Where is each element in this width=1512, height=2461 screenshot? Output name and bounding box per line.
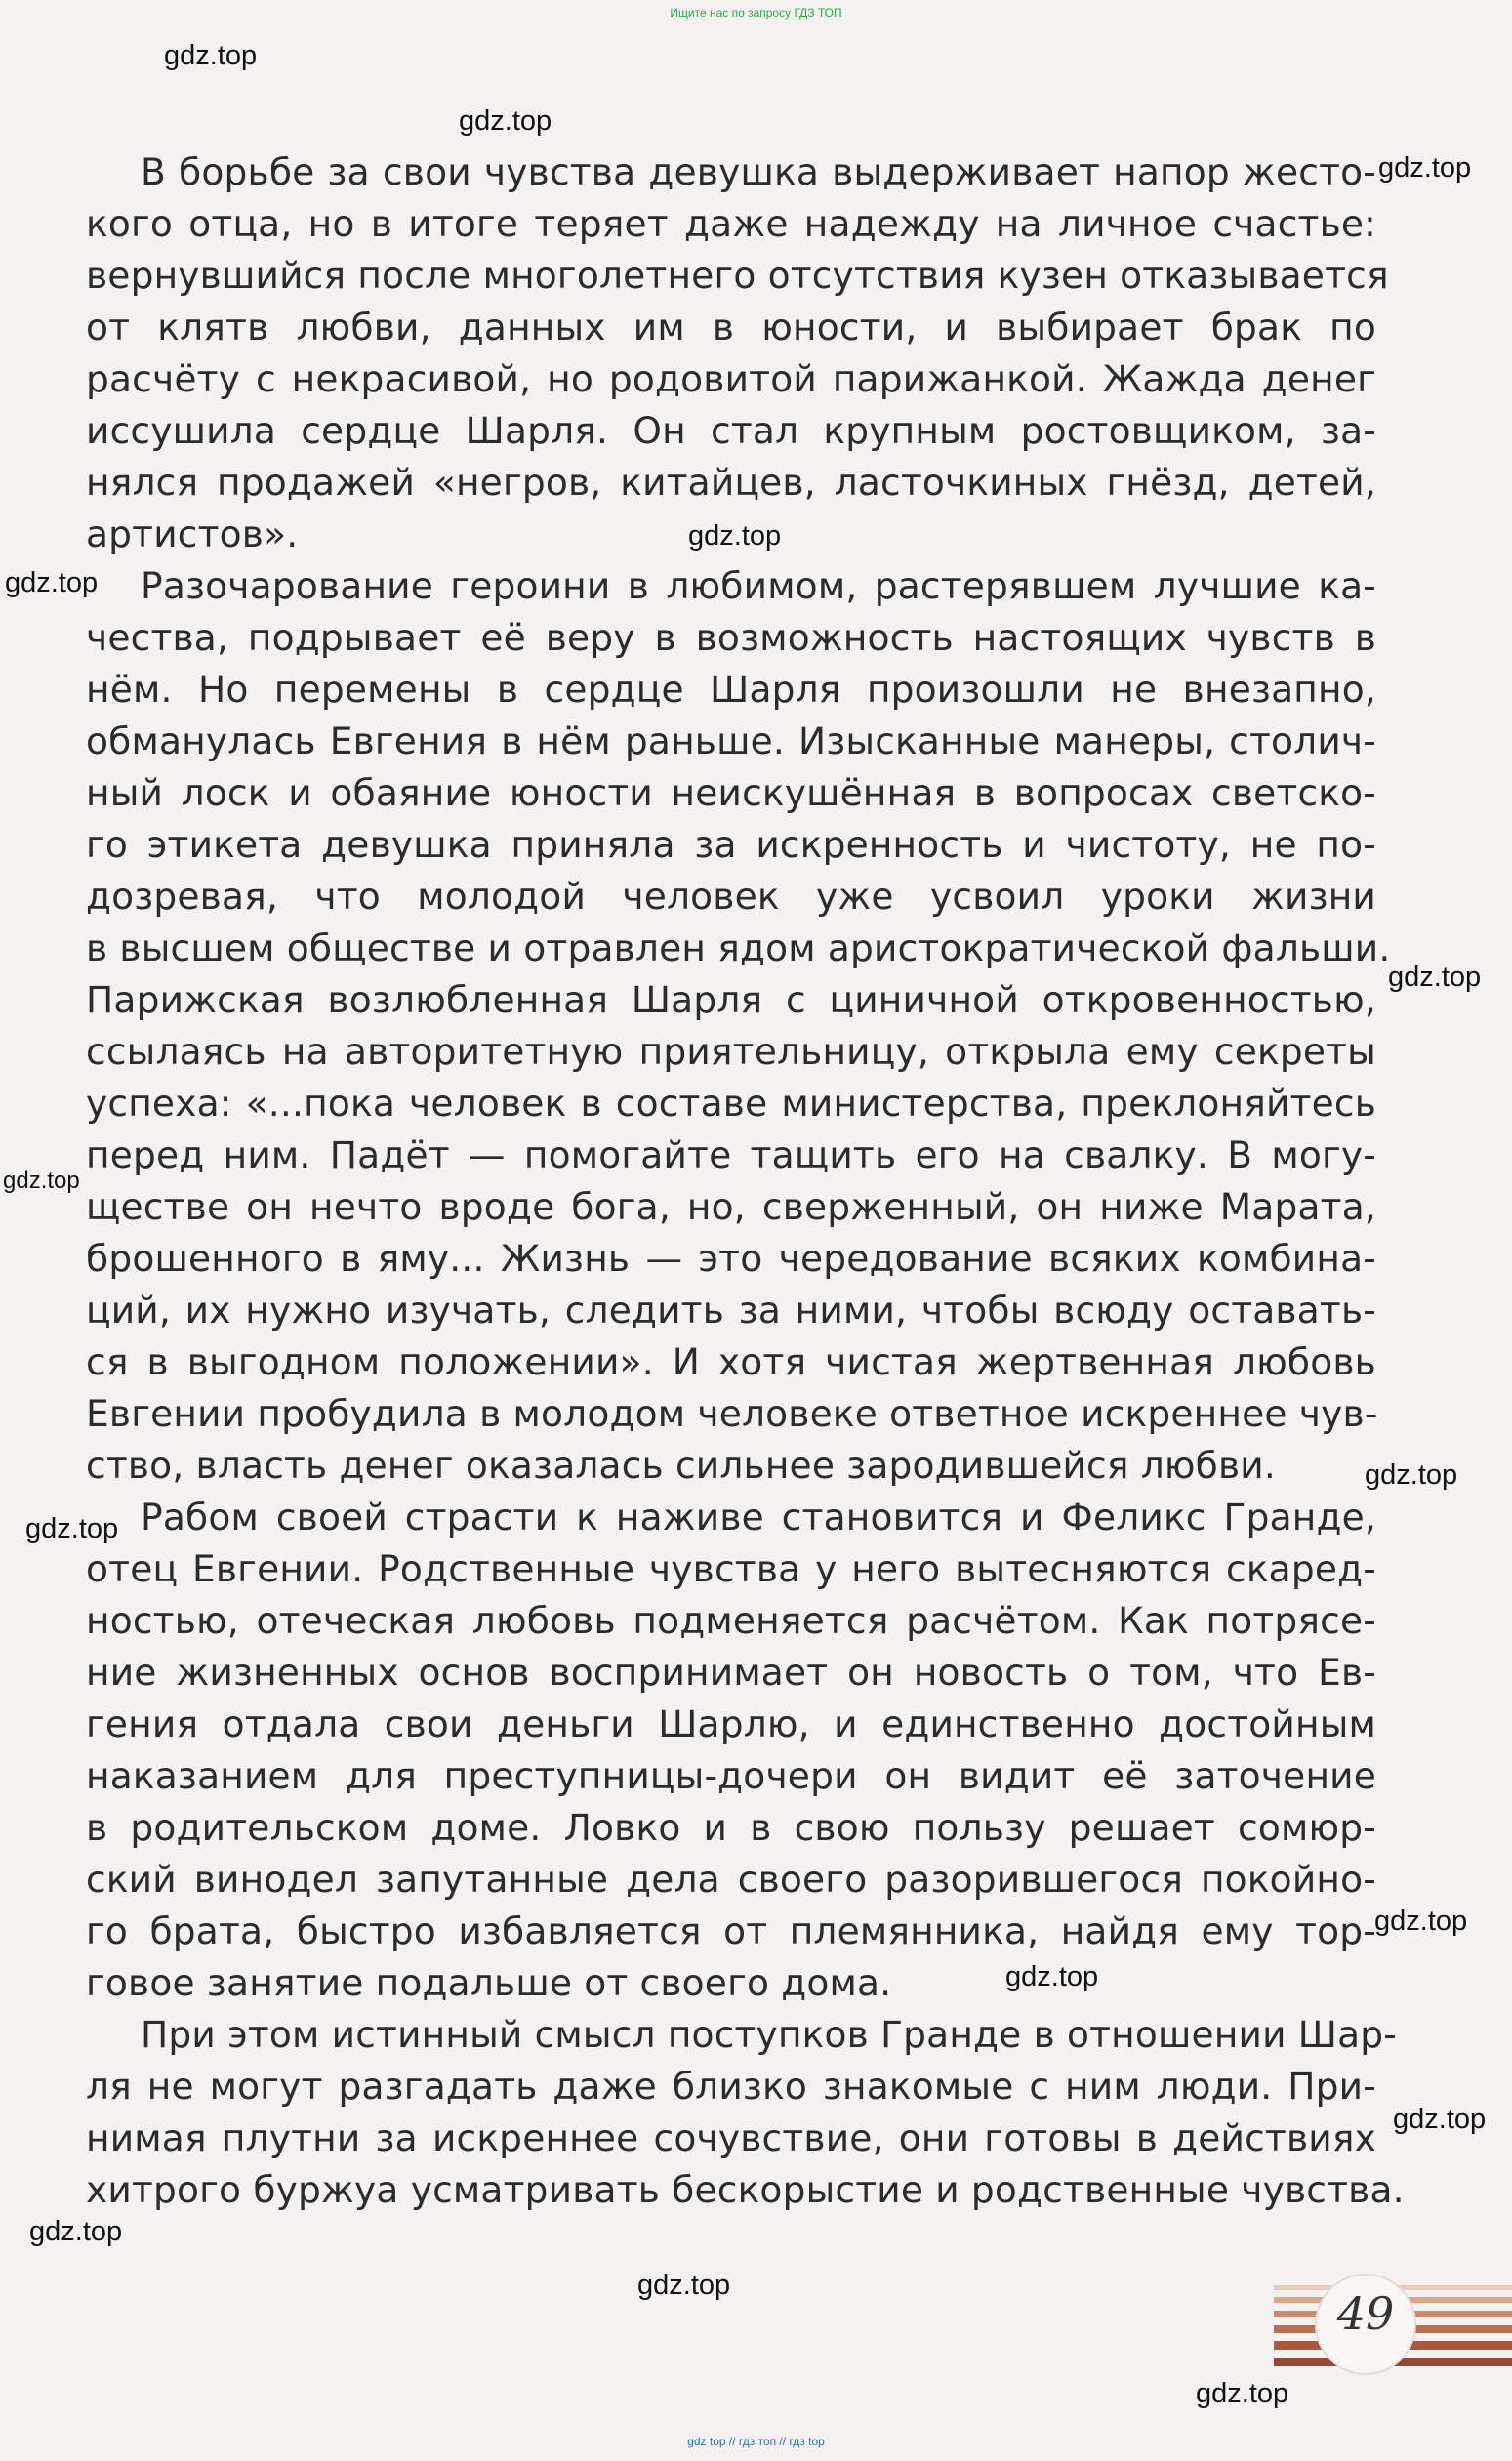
text-line: артистов».	[86, 513, 299, 555]
text-line: го этикета девушка приняла за искренность и чистоту, не по-	[86, 823, 1376, 866]
bottom-banner: gdz top // гдз топ // гдз top	[687, 2435, 825, 2448]
page-number-decoration	[1274, 2270, 1512, 2387]
text-line: Рабом своей страсти к наживе становится и Феликс Гранде,	[141, 1496, 1376, 1538]
text-line: ный лоск и обаяние юности неискушённая в вопросах светско-	[86, 771, 1376, 814]
text-line: кого отца, но в итоге теряет даже надежду на личное счастье:	[86, 202, 1376, 245]
text-line: перед ним. Падёт — помогайте тащить его на свалку. В могу-	[86, 1133, 1376, 1176]
text-line: наказанием для преступницы-дочери он видит её заточение	[86, 1754, 1376, 1797]
watermark: gdz.top	[164, 40, 258, 71]
text-line: от клятв любви, данных им в юности, и выбирает брак по	[86, 306, 1376, 349]
text-line: ся в выгодном положении». И хотя чистая жертвенная любовь	[86, 1340, 1376, 1383]
text-line: хитрого буржуа усматривать бескорыстие и родственные чувства.	[86, 2168, 1405, 2211]
text-line: В борьбе за свои чувства девушка выдерживает напор жесто-	[141, 150, 1376, 193]
text-line: обманулась Евгения в нём раньше. Изысканные манеры, столич-	[86, 719, 1376, 762]
text-line: расчёту с некрасивой, но родовитой парижанкой. Жажда денег	[86, 357, 1376, 400]
text-line: Евгении пробудила в молодом человеке ответное искреннее чув-	[86, 1392, 1378, 1435]
text-line: При этом истинный смысл поступков Гранде в отношении Шар-	[141, 2013, 1398, 2056]
text-line: нём. Но перемены в сердце Шарля произошли не внезапно,	[86, 668, 1376, 711]
watermark: gdz.top	[637, 2270, 731, 2301]
text-line: отец Евгении. Родственные чувства у него вытесняются скаред-	[86, 1547, 1376, 1590]
text-line: ностью, отеческая любовь подменяется расчётом. Как потрясе-	[86, 1599, 1376, 1642]
text-line: гения отдала свои деньги Шарлю, и единственно достойным	[86, 1702, 1376, 1745]
text-line: нимая плутни за искреннее сочувствие, они готовы в действиях	[86, 2116, 1376, 2159]
watermark: gdz.top	[1388, 962, 1482, 993]
watermark: gdz.top	[688, 520, 782, 552]
text-line: в родительском доме. Ловко и в свою пользу решает сомюр-	[86, 1806, 1376, 1849]
watermark: gdz.top	[1374, 1906, 1468, 1937]
text-line: ществе он нечто вроде бога, но, сверженный, он ниже Марата,	[86, 1185, 1376, 1228]
watermark: gdz.top	[25, 1513, 119, 1544]
text-line: брошенного в яму... Жизнь — это чередование всяких комбина-	[86, 1237, 1376, 1280]
text-line: ский винодел запутанные дела своего разорившегося покойно-	[86, 1858, 1376, 1901]
text-line: ние жизненных основ воспринимает он новость о том, что Ев-	[86, 1651, 1376, 1694]
watermark: gdz.top	[1365, 1459, 1458, 1491]
text-line: дозревая, что молодой человек уже усвоил уроки жизни	[86, 875, 1376, 918]
watermark: gdz.top	[1005, 1961, 1099, 1992]
text-line: Парижская возлюбленная Шарля с циничной откровенностью,	[86, 978, 1376, 1021]
text-line: ство, власть денег оказалась сильнее зародившейся любви.	[86, 1444, 1276, 1487]
text-line: иссушила сердце Шарля. Он стал крупным ростовщиком, за-	[86, 409, 1376, 452]
text-line: го брата, быстро избавляется от племянника, найдя ему тор-	[86, 1909, 1376, 1952]
page-number: 49	[1336, 2287, 1395, 2340]
top-banner: Ищите нас по запросу ГДЗ ТОП	[670, 6, 842, 20]
text-line: говое занятие подальше от своего дома.	[86, 1961, 892, 2004]
text-line: нялся продажей «негров, китайцев, ласточкиных гнёзд, детей,	[86, 461, 1376, 504]
text-line: ссылаясь на авторитетную приятельницу, открыла ему секреты	[86, 1030, 1376, 1073]
watermark: gdz.top	[1378, 152, 1472, 184]
watermark: gdz.top	[1393, 2104, 1487, 2135]
text-line: ций, их нужно изучать, следить за ними, чтобы всюду оставать-	[86, 1289, 1376, 1332]
text-line: ля не могут разгадать даже близко знакомые с ним люди. При-	[86, 2065, 1376, 2108]
text-line: чества, подрывает её веру в возможность настоящих чувств в	[86, 616, 1376, 659]
watermark: gdz.top	[5, 567, 99, 598]
watermark: gdz.top	[1196, 2378, 1289, 2409]
text-line: в высшем обществе и отравлен ядом аристократической фальши.	[86, 926, 1391, 969]
text-line: вернувшийся после многолетнего отсутствия кузен отказывается	[86, 254, 1389, 297]
text-line: Разочарование героини в любимом, растерявшем лучшие ка-	[141, 564, 1376, 607]
text-line: успеха: «...пока человек в составе министерства, преклоняйтесь	[86, 1082, 1376, 1125]
watermark: gdz.top	[29, 2216, 123, 2247]
watermark: gdz.top	[3, 1168, 80, 1194]
body-text	[86, 146, 1405, 2216]
watermark: gdz.top	[459, 105, 552, 137]
